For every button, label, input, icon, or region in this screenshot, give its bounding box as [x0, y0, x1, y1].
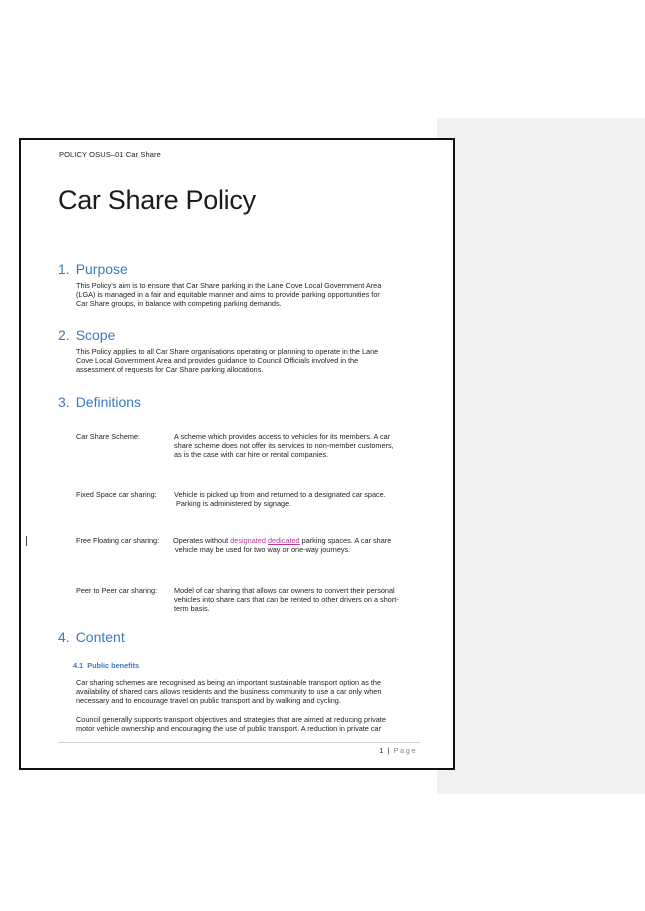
section-title: Scope [75, 327, 116, 343]
section-heading-definitions [58, 395, 141, 409]
section-title: Purpose [75, 261, 128, 277]
text-line: Car sharing schemes are recognised as being an important sustainable transport option as the [76, 678, 382, 687]
section-number: 4. [58, 629, 70, 645]
text-line: vehicle may be used for two way or one-way journeys. [175, 545, 351, 555]
revision-change-bar [26, 536, 27, 546]
definition-desc-fixed-space [174, 490, 424, 508]
definition-term-fixed-space: Fixed Space car sharing: [76, 490, 157, 499]
definition-desc-peer-to-peer [174, 586, 424, 613]
section-title: Definitions [75, 394, 142, 410]
text-run: parking spaces. A car share [299, 536, 392, 545]
text-line: Cove Local Government Area and provides guidance to Council Officials involved in the [76, 356, 359, 366]
text-line: assessment of requests for Car Share parking allocations. [76, 365, 264, 375]
document-title: Car Share Policy [58, 185, 256, 215]
scope-paragraph [76, 347, 421, 374]
content-paragraph-1 [76, 678, 421, 705]
tracked-deletion[interactable]: designated [230, 536, 266, 545]
definition-term-peer-to-peer: Peer to Peer car sharing: [76, 586, 158, 595]
text-line: Vehicle is picked up from and returned to a designated car space. [174, 490, 386, 499]
text-line: term basis. [174, 604, 210, 614]
section-number: 1. [58, 261, 70, 277]
section-title: Content [75, 629, 125, 645]
text-line: availability of shared cars allows residents and the business community to use a car only when [76, 687, 382, 697]
text-run: Operates without [173, 536, 231, 545]
subheading-public-benefits [73, 661, 139, 670]
text-line: This Policy applies to all Car Share organisations operating or planning to operate in the Lane [76, 347, 379, 356]
comment-pane [437, 118, 645, 794]
document-page[interactable] [19, 138, 455, 770]
footer-separator: | [387, 746, 390, 755]
section-heading-scope [58, 328, 115, 342]
text-line: share scheme does not offer its services to non-member customers, [174, 441, 394, 451]
definition-term-free-floating: Free Floating car sharing: [76, 536, 160, 545]
section-number: 2. [58, 327, 70, 343]
text-line: Car Share groups, in balance with competing parking demands. [76, 299, 282, 309]
subsection-title: Public benefits [87, 661, 140, 670]
section-heading-purpose [58, 262, 128, 276]
text-line: A scheme which provides access to vehicles for its members. A car [174, 432, 391, 441]
text-line: necessary and to encourage travel on public transport and by walking and cycling. [76, 696, 341, 706]
section-number: 3. [58, 394, 70, 410]
content-paragraph-2 [76, 715, 421, 733]
text-line: (LGA) is managed in a fair and equitable manner and aims to provide parking opportunities for [76, 290, 380, 300]
definition-term-car-share-scheme: Car Share Scheme: [76, 432, 141, 441]
page-label: Page [393, 746, 417, 755]
purpose-paragraph [76, 281, 421, 308]
text-line: as is the case with car hire or rental companies. [174, 450, 329, 460]
page-footer [379, 746, 417, 755]
footer-divider [58, 742, 420, 743]
subsection-number: 4.1 [73, 661, 84, 670]
text-line: Parking is administered by signage. [176, 499, 292, 509]
text-line: vehicles into share cars that can be rented to other drivers on a short- [174, 595, 399, 605]
page-number: 1 [379, 746, 384, 755]
text-line: This Policy’s aim is to ensure that Car Share parking in the Lane Cove Local Government Area [76, 281, 382, 290]
text-line: Council generally supports transport objectives and strategies that are aimed at reducing private [76, 715, 386, 724]
text-line: motor vehicle ownership and encouraging the use of public transport. A reduction in private car [76, 724, 382, 734]
section-heading-content [58, 630, 125, 644]
tracked-insertion[interactable]: dedicated [267, 536, 300, 545]
text-line: Model of car sharing that allows car owners to convert their personal [174, 586, 395, 595]
definition-desc-car-share-scheme [174, 432, 424, 459]
page-header: POLICY OSUS–01 Car Share [59, 150, 161, 159]
definition-desc-free-floating [173, 536, 423, 554]
